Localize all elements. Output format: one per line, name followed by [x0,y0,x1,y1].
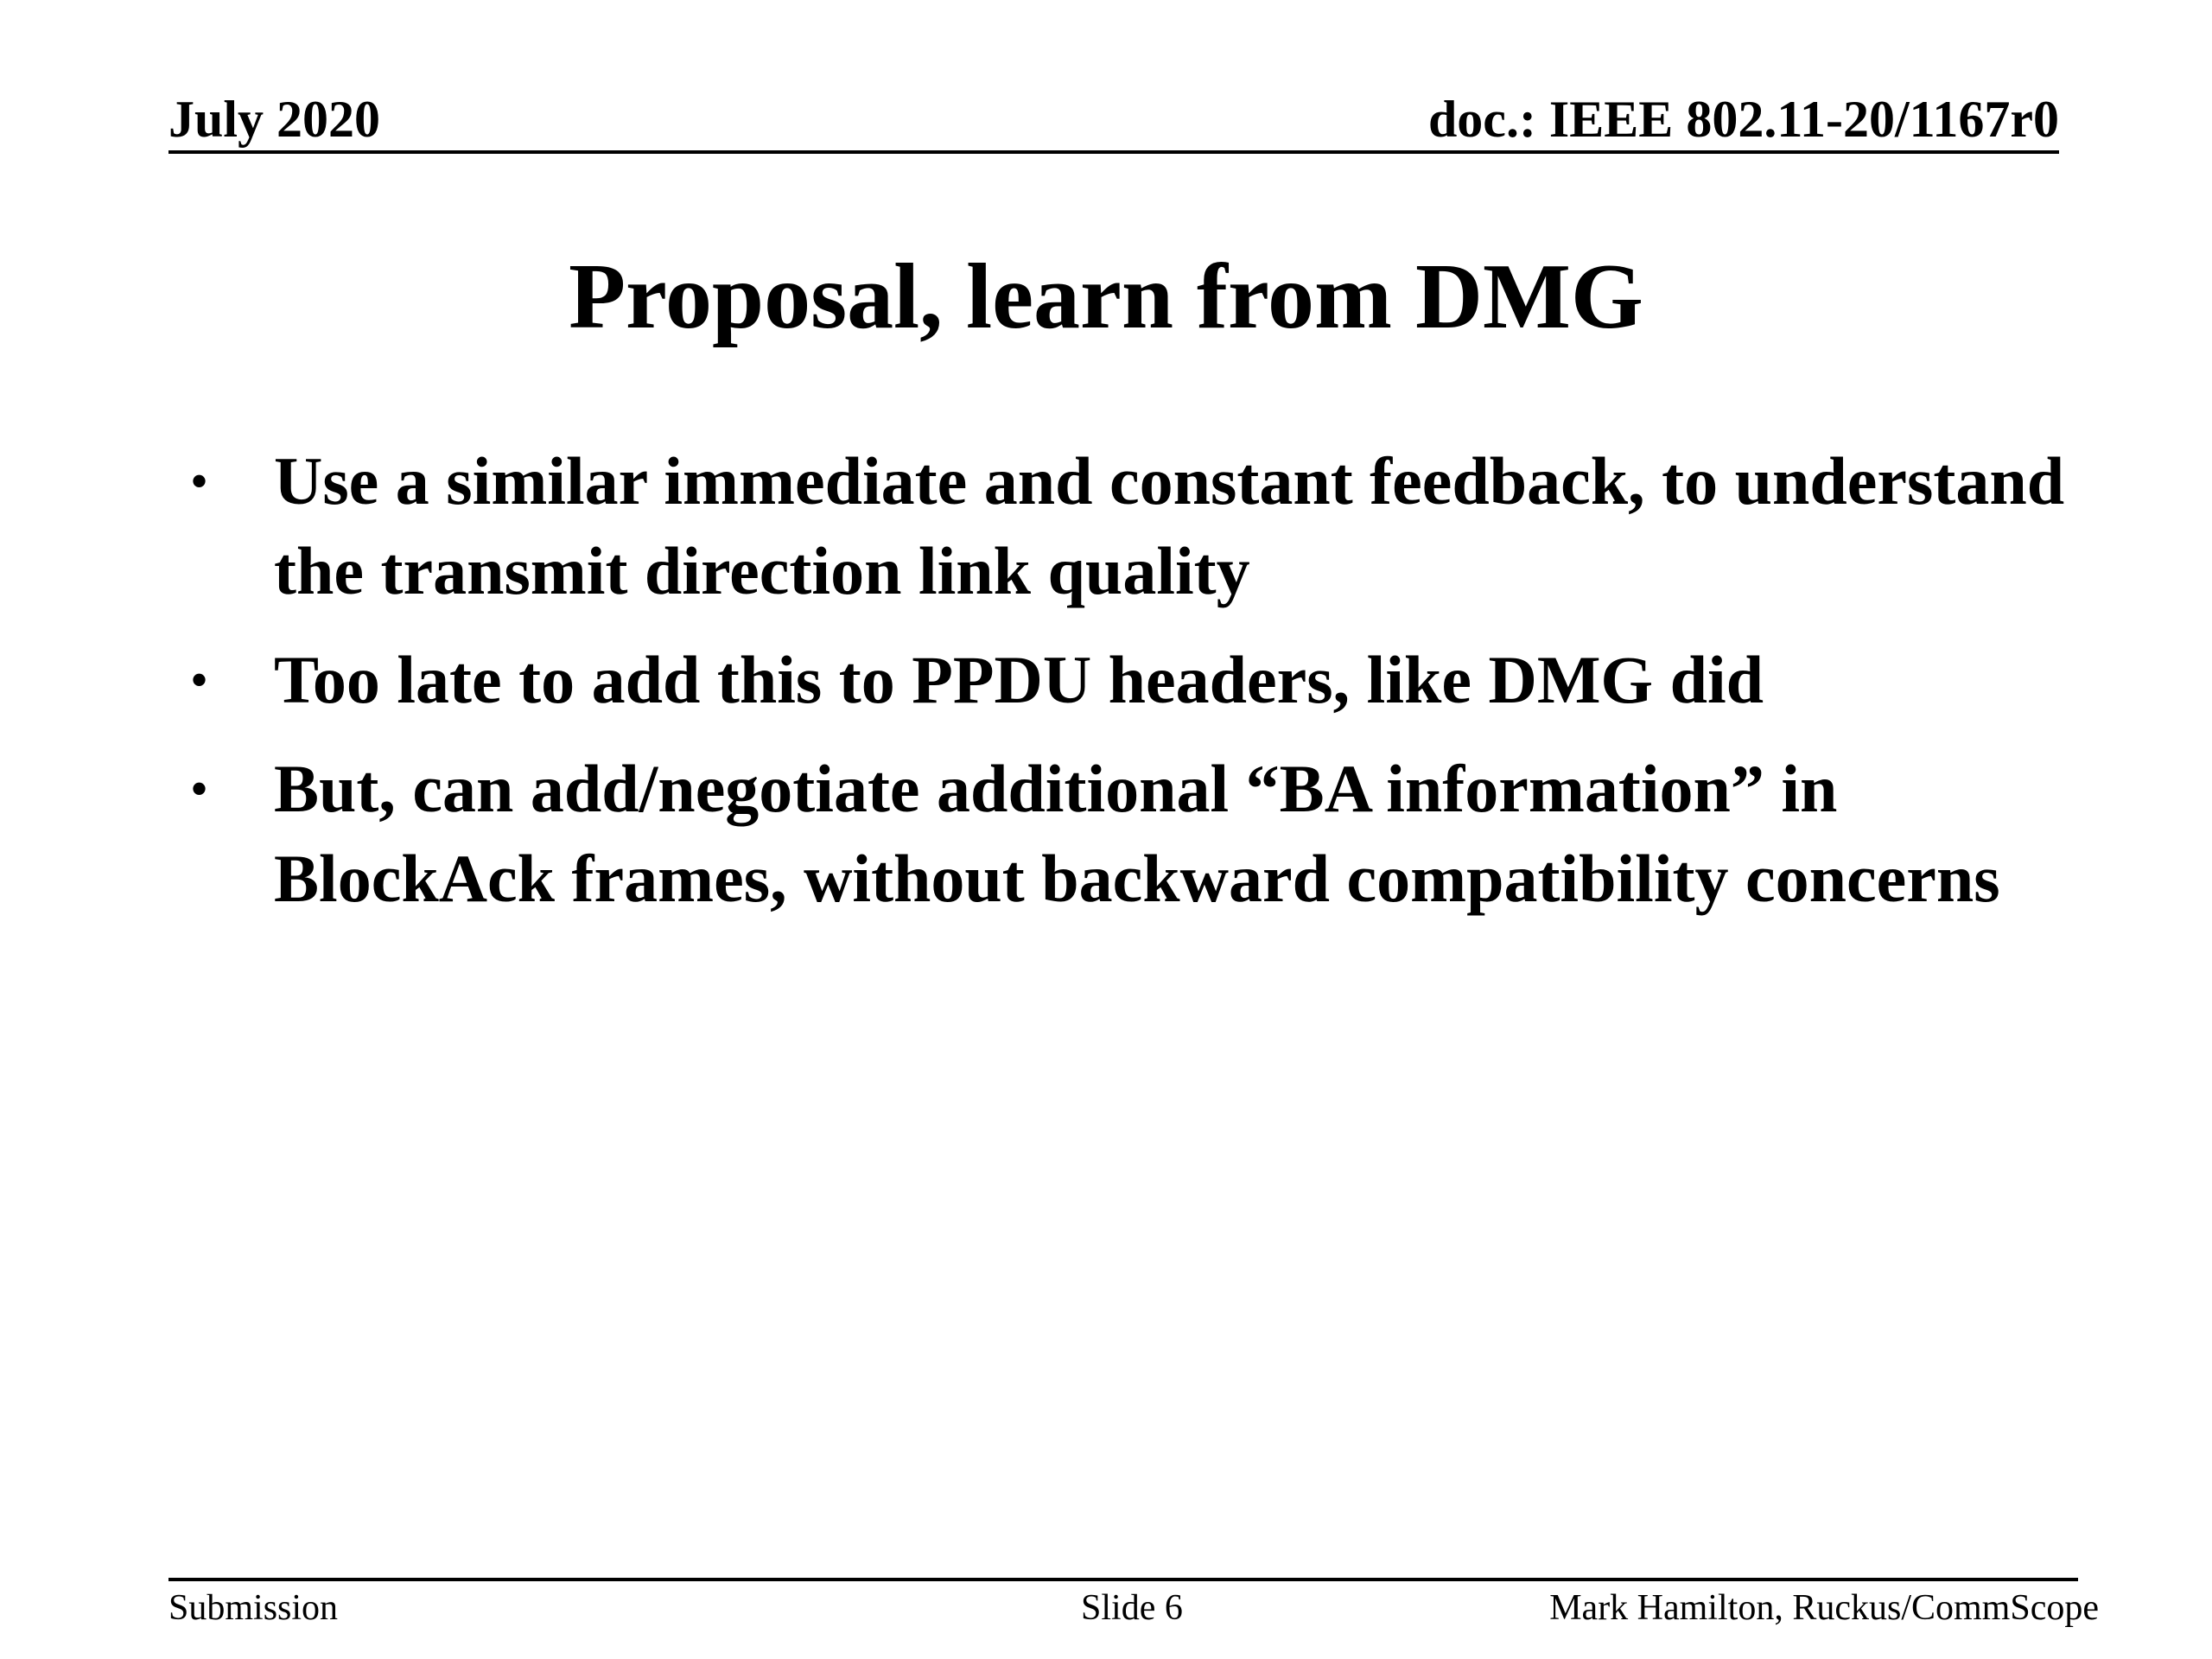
bullet-dot-icon: • [190,760,209,817]
slide-header [168,79,2059,154]
bullet-item [190,635,2091,725]
bullet-text: Too late to add this to PPDU headers, like DMG did [274,642,1764,717]
bullet-dot-icon: • [190,453,209,510]
header-date: July 2020 [168,91,381,148]
bullet-item [190,744,2091,924]
bullet-list [190,436,2091,943]
footer-submission: Submission [168,1588,339,1628]
slide-footer [168,1578,2099,1633]
footer-slide-number: Slide 6 [1081,1588,1183,1628]
bullet-dot-icon: • [190,652,209,709]
footer-author: Mark Hamilton, Ruckus/CommScope [1549,1588,2099,1628]
bullet-item [190,436,2091,616]
slide-title: Proposal, learn from DMG [569,245,1643,348]
bullet-text: But, can add/negotiate additional “BA information” in BlockAck frames, without backward compatibility concerns [274,751,2000,916]
bullet-text: Use a similar immediate and constant feedback, to understand the transmit direction link quality [274,443,2065,608]
header-doc-id: doc.: IEEE 802.11-20/1167r0 [1427,91,2059,148]
